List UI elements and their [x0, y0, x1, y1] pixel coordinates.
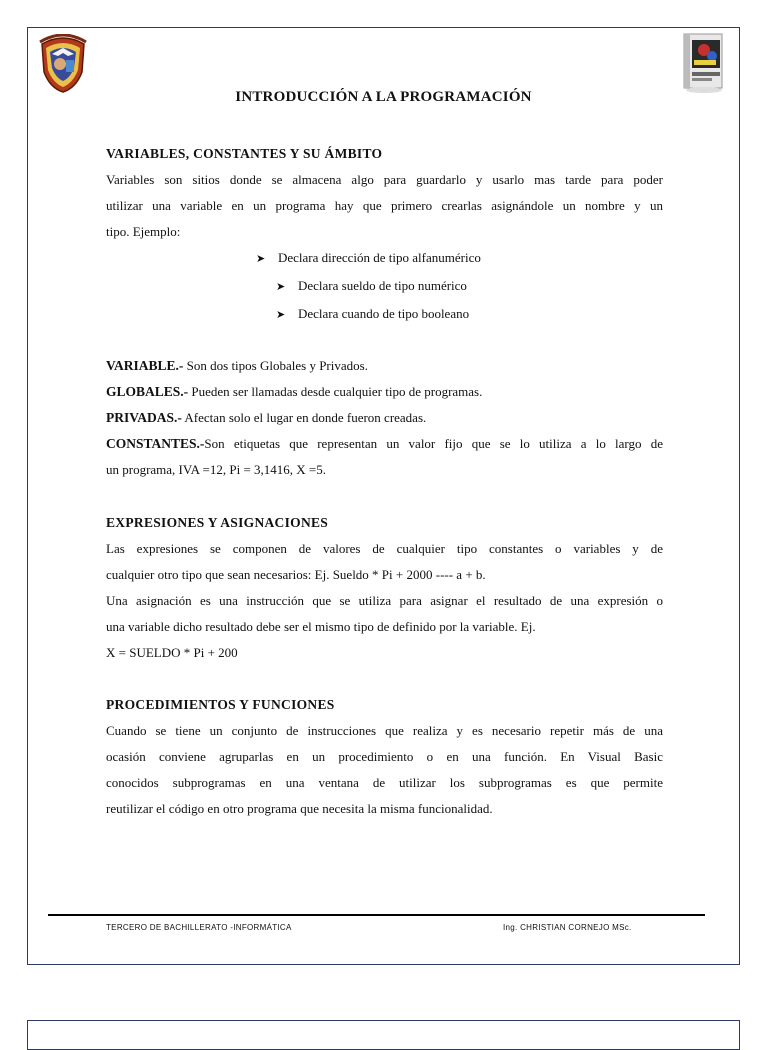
footer-left-text: TERCERO DE BACHILLERATO -INFORMÁTICA	[106, 923, 292, 932]
paragraph-line: conocidos subprogramas en una ventana de utilizar los subprogramas es que permite	[106, 775, 663, 790]
definition-variable: VARIABLE.- Son dos tipos Globales y Privados.	[106, 358, 368, 373]
footer-right-text: Ing. CHRISTIAN CORNEJO MSc.	[503, 923, 632, 932]
paragraph-line: Cuando se tiene un conjunto de instrucciones que realiza y es necesario repetir más de una	[106, 723, 663, 738]
section-heading-variables: VARIABLES, CONSTANTES Y SU ÁMBITO	[106, 146, 383, 161]
section-heading-expresiones: EXPRESIONES Y ASIGNACIONES	[106, 515, 329, 530]
footer-divider	[48, 914, 705, 916]
page-title: INTRODUCCIÓN A LA PROGRAMACIÓN	[235, 89, 532, 105]
definition-globales: GLOBALES.- Pueden ser llamadas desde cualquier tipo de programas.	[106, 384, 483, 399]
section-heading-procedimientos: PROCEDIMIENTOS Y FUNCIONES	[106, 697, 335, 712]
procedimientos-paragraph	[106, 718, 663, 822]
paragraph-line: Una asignación es una instrucción que se utiliza para asignar el resultado de una expresión o	[106, 593, 663, 608]
paragraph-line: una variable dicho resultado debe ser el mismo tipo de definido por la variable. Ej.	[106, 619, 536, 634]
bullet-item: ➤ Declara sueldo de tipo numérico	[276, 278, 467, 293]
paragraph-line: ocasión conviene agruparlas en un procedimiento o en una función. En Visual Basic	[106, 749, 663, 764]
paragraph-line: Las expresiones se componen de valores de cualquier tipo constantes o variables y de	[106, 541, 663, 556]
paragraph-line: cualquier otro tipo que sean necesarios: Ej. Sueldo * Pi + 2000 ---- a + b.	[106, 567, 486, 582]
arrowhead-bullet-icon: ➤	[276, 309, 286, 321]
variables-paragraph	[106, 167, 663, 245]
definition-constantes: CONSTANTES.-Son etiquetas que representan un valor fijo que se lo utiliza a lo largo de un programa, IVA =12, Pi = 3,1416, X =5.	[106, 436, 663, 477]
paragraph-line: tipo. Ejemplo:	[106, 224, 181, 239]
arrowhead-bullet-icon: ➤	[276, 281, 286, 293]
expresiones-paragraph	[106, 536, 663, 666]
paragraph-line: Variables son sitios donde se almacena algo para guardarlo y usarlo mas tarde para poder	[106, 172, 663, 187]
arrowhead-bullet-icon: ➤	[256, 253, 266, 265]
document-page	[27, 27, 740, 965]
next-page-edge	[27, 1020, 740, 1050]
bullet-item: ➤ Declara dirección de tipo alfanumérico	[256, 250, 481, 265]
paragraph-line: X = SUELDO * Pi + 200	[106, 645, 238, 660]
paragraph-line: reutilizar el código en otro programa que necesita la misma funcionalidad.	[106, 801, 493, 816]
paragraph-line: utilizar una variable en un programa hay que primero crearlas asignándole un nombre y un	[106, 198, 663, 213]
bullet-item: ➤ Declara cuando de tipo booleano	[276, 306, 470, 321]
definition-privadas: PRIVADAS.- Afectan solo el lugar en donde fueron creadas.	[106, 410, 427, 425]
